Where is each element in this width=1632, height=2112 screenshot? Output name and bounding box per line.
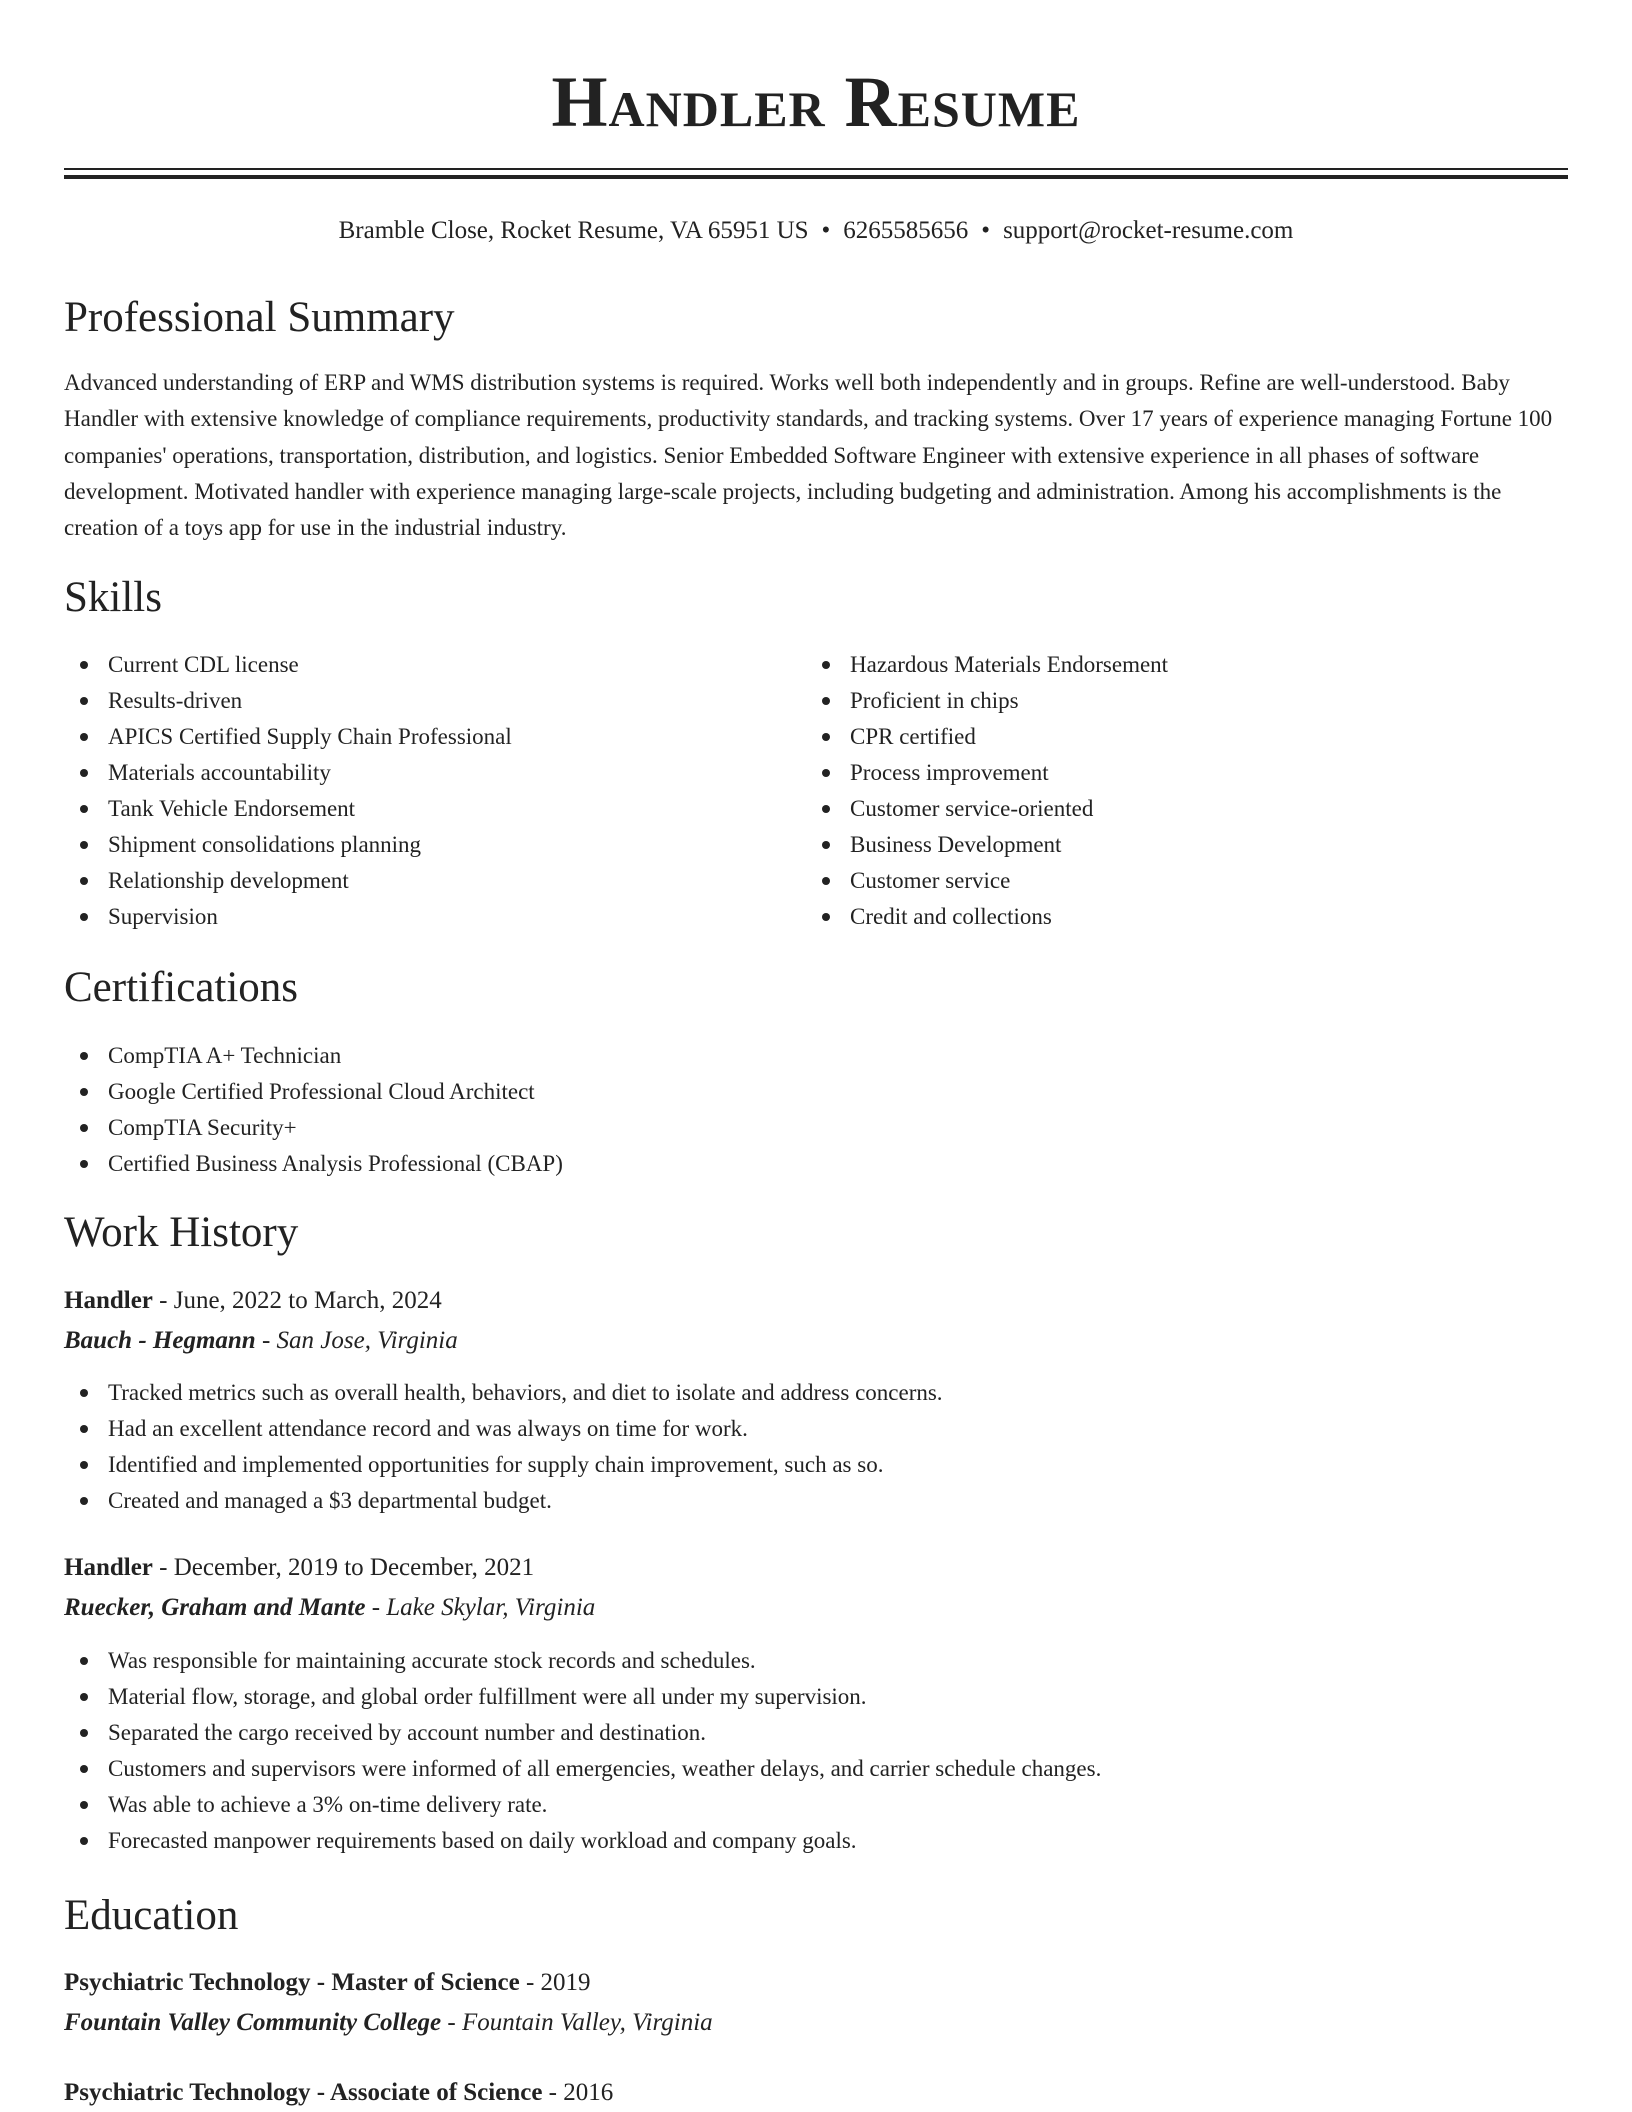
bullet-icon [80, 697, 88, 705]
job-duty-item: Tracked metrics such as overall health, behaviors, and diet to isolate and address concerns. [64, 1375, 1568, 1411]
job-title: Handler [64, 1287, 153, 1314]
bullet-icon [80, 841, 88, 849]
section-heading-summary: Professional Summary [64, 294, 455, 341]
education-school-line [64, 2005, 713, 2041]
bullet-icon [80, 733, 88, 741]
section-heading-certifications: Certifications [64, 964, 299, 1011]
title-divider-thin [64, 168, 1568, 170]
job-title-line [64, 1283, 442, 1319]
skill-item: Credit and collections [806, 899, 1546, 935]
job-duty-item: Separated the cargo received by account number and destination. [64, 1715, 1568, 1751]
skills-list-left [64, 647, 804, 935]
bullet-separator: • [981, 217, 991, 244]
bullet-icon [822, 913, 830, 921]
skill-item: Hazardous Materials Endorsement [806, 647, 1546, 683]
job-location: - Lake Skylar, Virginia [365, 1594, 596, 1621]
bullet-separator: • [821, 217, 831, 244]
skill-item: Process improvement [806, 755, 1546, 791]
bullet-icon [80, 1693, 88, 1701]
title-divider-thick [64, 175, 1568, 179]
skills-list-right [806, 647, 1546, 935]
skill-item: APICS Certified Supply Chain Professional [64, 719, 804, 755]
job-duty-item: Was able to achieve a 3% on-time delivery rate. [64, 1787, 1568, 1823]
job-duty-item: Identified and implemented opportunities for supply chain improvement, such as so. [64, 1447, 1568, 1483]
contact-line [64, 213, 1568, 249]
bullet-icon [80, 1052, 88, 1060]
certification-item: CompTIA Security+ [64, 1110, 1568, 1146]
skill-item: Shipment consolidations planning [64, 827, 804, 863]
bullet-icon [822, 733, 830, 741]
skill-item: Results-driven [64, 683, 804, 719]
job-duty-item: Forecasted manpower requirements based on daily workload and company goals. [64, 1823, 1568, 1859]
certification-item: Google Certified Professional Cloud Architect [64, 1074, 1568, 1110]
job-duty-item: Was responsible for maintaining accurate stock records and schedules. [64, 1643, 1568, 1679]
skill-item: Customer service [806, 863, 1546, 899]
bullet-icon [822, 769, 830, 777]
bullet-icon [822, 661, 830, 669]
bullet-icon [80, 1389, 88, 1397]
bullet-icon [80, 1765, 88, 1773]
bullet-icon [80, 1497, 88, 1505]
skill-item: Relationship development [64, 863, 804, 899]
job-company-line [64, 1323, 458, 1359]
bullet-icon [80, 1657, 88, 1665]
bullet-icon [822, 697, 830, 705]
contact-email: support@rocket-resume.com [1003, 217, 1294, 244]
certification-item: CompTIA A+ Technician [64, 1038, 1568, 1074]
resume-title: Handler Resume [551, 62, 1081, 142]
job-company-line [64, 1590, 595, 1626]
education-year: - 2016 [542, 2079, 614, 2106]
job-company: Ruecker, Graham and Mante [64, 1594, 366, 1621]
section-heading-skills: Skills [64, 574, 162, 621]
bullet-icon [80, 1801, 88, 1809]
bullet-icon [80, 877, 88, 885]
job-dates: - December, 2019 to December, 2021 [152, 1554, 535, 1581]
skill-item: Proficient in chips [806, 683, 1546, 719]
job-duty-item: Material flow, storage, and global order fulfillment were all under my supervision. [64, 1679, 1568, 1715]
education-degree: Psychiatric Technology - Associate of Science [64, 2079, 543, 2106]
job-duties-list [64, 1375, 1568, 1519]
bullet-icon [80, 1461, 88, 1469]
education-degree: Psychiatric Technology - Master of Science [64, 1969, 520, 1996]
bullet-icon [80, 1729, 88, 1737]
education-location: - Fountain Valley, Virginia [441, 2009, 713, 2036]
bullet-icon [822, 841, 830, 849]
skill-item: Customer service-oriented [806, 791, 1546, 827]
job-company: Bauch - Hegmann [64, 1327, 256, 1354]
education-degree-line [64, 2075, 613, 2111]
bullet-icon [822, 877, 830, 885]
skill-item: Business Development [806, 827, 1546, 863]
education-year: - 2019 [519, 1969, 591, 1996]
bullet-icon [80, 1124, 88, 1132]
bullet-icon [80, 913, 88, 921]
bullet-icon [822, 805, 830, 813]
job-title-line [64, 1550, 534, 1586]
certifications-list [64, 1038, 1568, 1182]
education-school: Fountain Valley Community College [64, 2009, 442, 2036]
bullet-icon [80, 661, 88, 669]
section-heading-work-history: Work History [64, 1209, 299, 1256]
section-heading-education: Education [64, 1892, 239, 1939]
bullet-icon [80, 1088, 88, 1096]
summary-text: Advanced understanding of ERP and WMS distribution systems is required. Works well both independently and in groups. Refine are well-understood. Baby Handler with extensive knowledge of compliance requirements, productivity standards, and tracking systems. Over 17 years of experience managing Fortune 100 companies' operations, transportation, distribution, and logistics. Senior Embedded Software Engineer with extensive experience in all phases of software development. Motivated handler with experience managing large-scale projects, including budgeting and administration. Among his accomplishments is the creation of a toys app for use in the industrial industry. [64, 370, 1553, 541]
job-duty-item: Created and managed a $3 departmental budget. [64, 1483, 1568, 1519]
skill-item: Tank Vehicle Endorsement [64, 791, 804, 827]
job-duty-item: Had an excellent attendance record and was always on time for work. [64, 1411, 1568, 1447]
contact-phone: 6265585656 [843, 217, 969, 244]
job-duties-list [64, 1643, 1568, 1859]
skill-item: Current CDL license [64, 647, 804, 683]
education-degree-line [64, 1965, 591, 2001]
bullet-icon [80, 1425, 88, 1433]
bullet-icon [80, 769, 88, 777]
job-location: - San Jose, Virginia [255, 1327, 458, 1354]
skill-item: Materials accountability [64, 755, 804, 791]
bullet-icon [80, 805, 88, 813]
certification-item: Certified Business Analysis Professional (CBAP) [64, 1146, 1568, 1182]
job-title: Handler [64, 1554, 153, 1581]
bullet-icon [80, 1160, 88, 1168]
job-dates: - June, 2022 to March, 2024 [152, 1287, 442, 1314]
skill-item: CPR certified [806, 719, 1546, 755]
contact-address: Bramble Close, Rocket Resume, VA 65951 US [338, 217, 809, 244]
bullet-icon [80, 1837, 88, 1845]
skill-item: Supervision [64, 899, 804, 935]
job-duty-item: Customers and supervisors were informed of all emergencies, weather delays, and carrier schedule changes. [64, 1751, 1568, 1787]
